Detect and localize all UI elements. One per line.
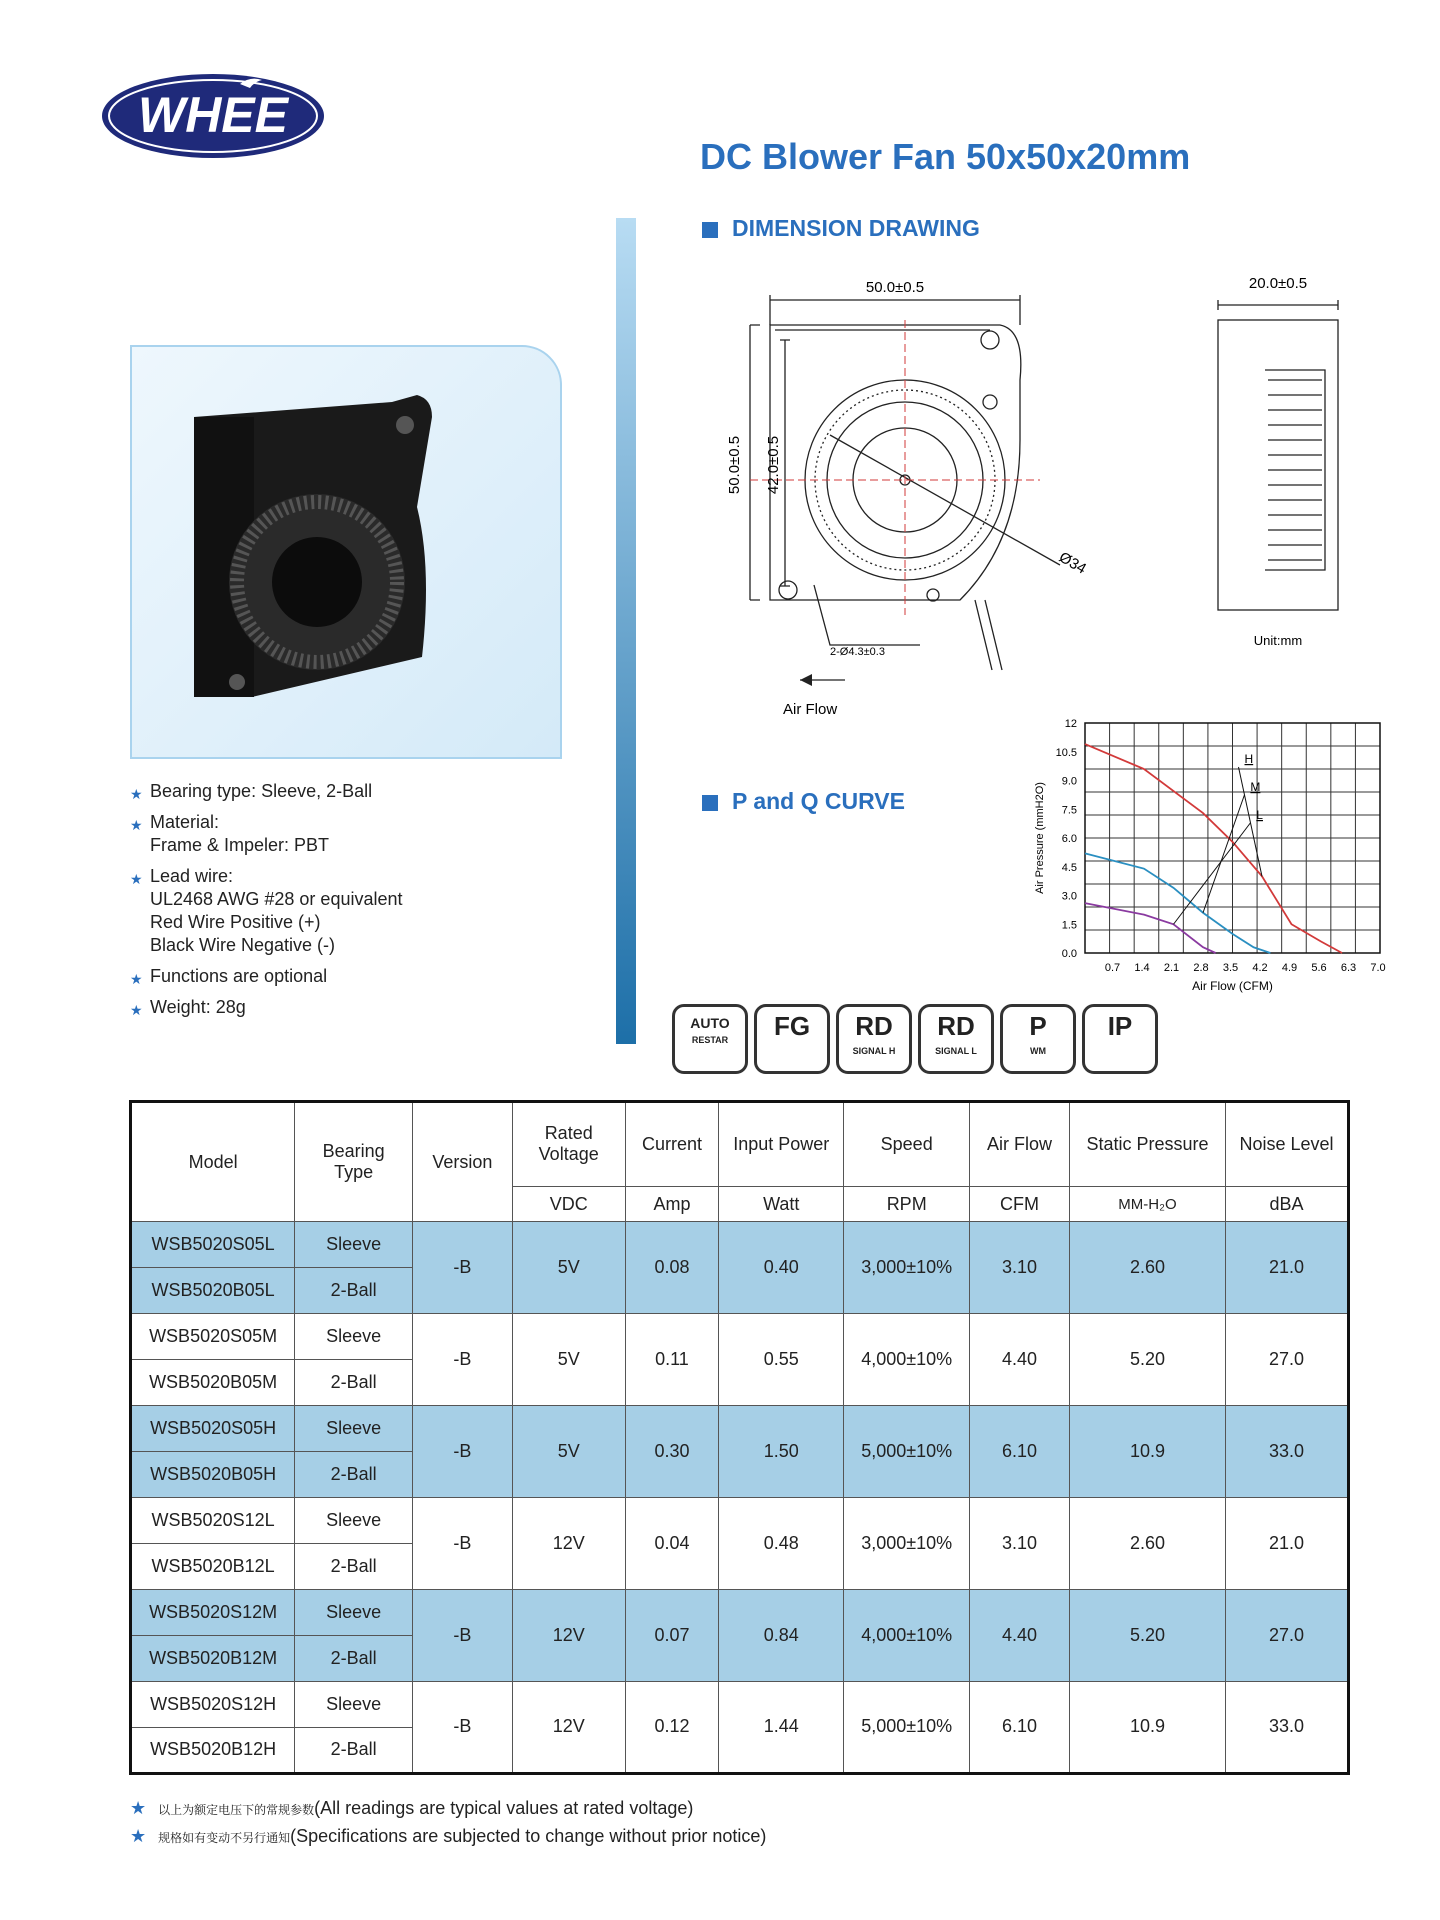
model-cell: WSB5020B12H bbox=[131, 1727, 295, 1773]
y-tick-label: 1.5 bbox=[1061, 919, 1077, 932]
bearing-cell: 2-Ball bbox=[295, 1268, 413, 1314]
square-bullet-icon bbox=[702, 795, 718, 811]
model-cell: WSB5020S05M bbox=[131, 1314, 295, 1360]
rd-signal-h-icon bbox=[836, 1004, 912, 1074]
x-tick-label: 7.0 bbox=[1370, 962, 1386, 974]
version-cell: -B bbox=[413, 1222, 513, 1314]
table-row bbox=[131, 1681, 1349, 1727]
version-cell: -B bbox=[413, 1590, 513, 1682]
bearing-cell: 2-Ball bbox=[295, 1360, 413, 1406]
model-cell: WSB5020B05M bbox=[131, 1360, 295, 1406]
depth-dimension: 20.0±0.5 bbox=[1248, 275, 1308, 292]
bearing-cell: Sleeve bbox=[295, 1314, 413, 1360]
y-tick-label: 3.0 bbox=[1061, 890, 1077, 903]
bearing-cell: Sleeve bbox=[295, 1406, 413, 1452]
pressure-cell: 10.9 bbox=[1069, 1406, 1225, 1498]
header-noise: Noise Level bbox=[1226, 1102, 1349, 1187]
current-cell: 0.11 bbox=[625, 1314, 719, 1406]
power-cell: 0.40 bbox=[719, 1222, 844, 1314]
version-cell: -B bbox=[413, 1498, 513, 1590]
x-tick-label: 6.3 bbox=[1340, 962, 1357, 974]
icon-top-text: IP bbox=[1107, 1011, 1133, 1041]
noise-cell: 27.0 bbox=[1226, 1314, 1349, 1406]
power-cell: 0.84 bbox=[719, 1590, 844, 1682]
x-tick-label: 3.5 bbox=[1222, 962, 1239, 974]
current-cell: 0.30 bbox=[625, 1406, 719, 1498]
speed-cell: 3,000±10% bbox=[844, 1498, 970, 1590]
model-cell: WSB5020B05L bbox=[131, 1268, 295, 1314]
icon-bottom-text: SIGNAL L bbox=[935, 1046, 977, 1056]
model-cell: WSB5020B12M bbox=[131, 1635, 295, 1681]
voltage-cell: 5V bbox=[512, 1222, 625, 1314]
rd-signal-l-icon bbox=[918, 1004, 994, 1074]
unit-voltage: VDC bbox=[512, 1186, 625, 1221]
airflow-label: Air Flow bbox=[783, 701, 838, 718]
product-photo bbox=[130, 345, 562, 759]
model-cell: WSB5020B12L bbox=[131, 1544, 295, 1590]
model-cell: WSB5020S12H bbox=[131, 1681, 295, 1727]
ip-icon bbox=[1082, 1004, 1158, 1074]
x-tick-label: 2.1 bbox=[1163, 962, 1180, 974]
x-tick-label: 4.9 bbox=[1281, 962, 1298, 974]
voltage-cell: 12V bbox=[512, 1498, 625, 1590]
y-tick-label: 10.5 bbox=[1055, 746, 1077, 759]
dimension-drawing bbox=[680, 270, 1360, 730]
bearing-cell: Sleeve bbox=[295, 1590, 413, 1636]
x-tick-label: 2.8 bbox=[1193, 962, 1209, 974]
fg-icon bbox=[754, 1004, 830, 1074]
power-cell: 0.55 bbox=[719, 1314, 844, 1406]
height-dimension: 50.0±0.5 bbox=[726, 435, 743, 495]
auto-restart-icon bbox=[672, 1004, 748, 1074]
unit-pressure: MM-H₂O bbox=[1069, 1186, 1225, 1221]
bearing-cell: Sleeve bbox=[295, 1222, 413, 1268]
airflow-cell: 4.40 bbox=[970, 1590, 1070, 1682]
unit-speed: RPM bbox=[844, 1186, 970, 1221]
x-axis-label: Air Flow (CFM) bbox=[1192, 979, 1273, 993]
feature-item: ★ Functions are optional bbox=[130, 966, 328, 987]
version-cell: -B bbox=[413, 1681, 513, 1773]
table-row bbox=[131, 1590, 1349, 1636]
icon-top-text: FG bbox=[773, 1011, 811, 1041]
current-cell: 0.07 bbox=[625, 1590, 719, 1682]
airflow-cell: 3.10 bbox=[970, 1498, 1070, 1590]
holes-label: 2-Ø4.3±0.3 bbox=[830, 646, 885, 658]
series-line-L bbox=[1085, 903, 1216, 953]
series-label: H bbox=[1244, 752, 1254, 766]
current-cell: 0.08 bbox=[625, 1222, 719, 1314]
feature-item: ★ Lead wire: UL2468 AWG #28 or equivalent Red Wire Positive (+) Black Wire Negative (-) bbox=[130, 866, 403, 955]
power-cell: 0.48 bbox=[719, 1498, 844, 1590]
section-dimension-heading: DIMENSION DRAWING bbox=[702, 215, 980, 242]
unit-airflow: CFM bbox=[970, 1186, 1070, 1221]
logo-text: WHEE bbox=[138, 87, 288, 143]
series-pointer bbox=[1203, 795, 1244, 913]
bearing-cell: 2-Ball bbox=[295, 1635, 413, 1681]
current-cell: 0.12 bbox=[625, 1681, 719, 1773]
airflow-cell: 4.40 bbox=[970, 1314, 1070, 1406]
footnotes bbox=[130, 1795, 766, 1851]
airflow-cell: 6.10 bbox=[970, 1406, 1070, 1498]
icon-top-text: RD bbox=[855, 1011, 893, 1041]
y-tick-label: 12 bbox=[1064, 718, 1077, 730]
pressure-cell: 2.60 bbox=[1069, 1498, 1225, 1590]
x-tick-label: 0.7 bbox=[1104, 962, 1121, 974]
icon-bottom-text: SIGNAL H bbox=[852, 1046, 896, 1056]
version-cell: -B bbox=[413, 1406, 513, 1498]
header-bearing: Bearing Type bbox=[295, 1102, 413, 1222]
model-cell: WSB5020S12M bbox=[131, 1590, 295, 1636]
noise-cell: 21.0 bbox=[1226, 1498, 1349, 1590]
header-current: Current bbox=[625, 1102, 719, 1187]
bearing-cell: 2-Ball bbox=[295, 1544, 413, 1590]
unit-noise: dBA bbox=[1226, 1186, 1349, 1221]
spec-table bbox=[129, 1100, 1350, 1775]
y-tick-label: 0.0 bbox=[1061, 948, 1077, 960]
voltage-cell: 12V bbox=[512, 1681, 625, 1773]
unit-current: Amp bbox=[625, 1186, 719, 1221]
series-label: M bbox=[1250, 780, 1261, 794]
model-cell: WSB5020S05L bbox=[131, 1222, 295, 1268]
noise-cell: 21.0 bbox=[1226, 1222, 1349, 1314]
voltage-cell: 5V bbox=[512, 1314, 625, 1406]
page-title: DC Blower Fan 50x50x20mm bbox=[700, 136, 1191, 177]
bearing-cell: Sleeve bbox=[295, 1498, 413, 1544]
footnote: ★ 规格如有变动不另行通知(Specifications are subjected to change without prior notice) bbox=[130, 1826, 767, 1846]
series-label: L bbox=[1256, 808, 1263, 822]
header-power: Input Power bbox=[719, 1102, 844, 1187]
icon-bottom-text: RESTAR bbox=[691, 1035, 729, 1045]
bearing-cell: 2-Ball bbox=[295, 1727, 413, 1773]
square-bullet-icon bbox=[702, 222, 718, 238]
icon-top-text: RD bbox=[937, 1011, 975, 1041]
divider-bar bbox=[616, 218, 636, 1044]
bearing-cell: Sleeve bbox=[295, 1681, 413, 1727]
section-pq-heading: P and Q CURVE bbox=[702, 788, 905, 815]
header-voltage: Rated Voltage bbox=[512, 1102, 625, 1187]
x-tick-label: 4.2 bbox=[1252, 962, 1268, 974]
model-cell: WSB5020S12L bbox=[131, 1498, 295, 1544]
power-cell: 1.44 bbox=[719, 1681, 844, 1773]
bearing-cell: 2-Ball bbox=[295, 1452, 413, 1498]
noise-cell: 33.0 bbox=[1226, 1681, 1349, 1773]
series-line-H bbox=[1085, 744, 1342, 953]
voltage-cell: 5V bbox=[512, 1406, 625, 1498]
pq-chart bbox=[1010, 705, 1430, 995]
series-line-M bbox=[1085, 853, 1270, 953]
header-model: Model bbox=[131, 1102, 295, 1222]
version-cell: -B bbox=[413, 1314, 513, 1406]
diameter-label: Ø34 bbox=[1056, 548, 1090, 578]
y-tick-label: 6.0 bbox=[1061, 833, 1077, 845]
speed-cell: 5,000±10% bbox=[844, 1406, 970, 1498]
pressure-cell: 5.20 bbox=[1069, 1314, 1225, 1406]
speed-cell: 5,000±10% bbox=[844, 1681, 970, 1773]
x-tick-label: 1.4 bbox=[1134, 962, 1150, 974]
icon-top-text: P bbox=[1029, 1011, 1047, 1041]
airflow-cell: 6.10 bbox=[970, 1681, 1070, 1773]
brand-logo bbox=[100, 70, 326, 160]
speed-cell: 4,000±10% bbox=[844, 1314, 970, 1406]
y-tick-label: 4.5 bbox=[1061, 861, 1077, 874]
header-airflow: Air Flow bbox=[970, 1102, 1070, 1187]
inner-dimension: 42.0±0.5 bbox=[765, 435, 782, 495]
y-axis-label: Air Pressure (mmH2O) bbox=[1034, 782, 1046, 894]
model-cell: WSB5020S05H bbox=[131, 1406, 295, 1452]
y-tick-label: 7.5 bbox=[1061, 804, 1077, 817]
power-cell: 1.50 bbox=[719, 1406, 844, 1498]
pwm-icon bbox=[1000, 1004, 1076, 1074]
voltage-cell: 12V bbox=[512, 1590, 625, 1682]
feature-item: ★ Bearing type: Sleeve, 2-Ball bbox=[130, 781, 373, 802]
icon-bottom-text: WM bbox=[1030, 1046, 1046, 1056]
current-cell: 0.04 bbox=[625, 1498, 719, 1590]
pressure-cell: 2.60 bbox=[1069, 1222, 1225, 1314]
header-version: Version bbox=[413, 1102, 513, 1222]
header-pressure: Static Pressure bbox=[1069, 1102, 1225, 1187]
table-row bbox=[131, 1314, 1349, 1360]
x-tick-label: 5.6 bbox=[1311, 962, 1327, 974]
header-speed: Speed bbox=[844, 1102, 970, 1187]
feature-item: ★ Weight: 28g bbox=[130, 997, 246, 1018]
y-tick-label: 9.0 bbox=[1061, 775, 1077, 788]
pressure-cell: 10.9 bbox=[1069, 1681, 1225, 1773]
footnote: ★ 以上为额定电压下的常规参数(All readings are typical values at rated voltage) bbox=[130, 1798, 694, 1818]
unit-label: Unit:mm bbox=[1253, 633, 1303, 648]
noise-cell: 33.0 bbox=[1226, 1406, 1349, 1498]
noise-cell: 27.0 bbox=[1226, 1590, 1349, 1682]
model-cell: WSB5020B05H bbox=[131, 1452, 295, 1498]
icon-top-text: AUTO bbox=[690, 1015, 730, 1031]
table-row bbox=[131, 1406, 1349, 1452]
feature-list bbox=[130, 780, 403, 1027]
speed-cell: 3,000±10% bbox=[844, 1222, 970, 1314]
table-row bbox=[131, 1222, 1349, 1268]
width-dimension: 50.0±0.5 bbox=[865, 279, 925, 296]
table-row bbox=[131, 1498, 1349, 1544]
airflow-cell: 3.10 bbox=[970, 1222, 1070, 1314]
speed-cell: 4,000±10% bbox=[844, 1590, 970, 1682]
pressure-cell: 5.20 bbox=[1069, 1590, 1225, 1682]
unit-power: Watt bbox=[719, 1186, 844, 1221]
feature-item: ★ Material: Frame & Impeler: PBT bbox=[130, 812, 330, 855]
